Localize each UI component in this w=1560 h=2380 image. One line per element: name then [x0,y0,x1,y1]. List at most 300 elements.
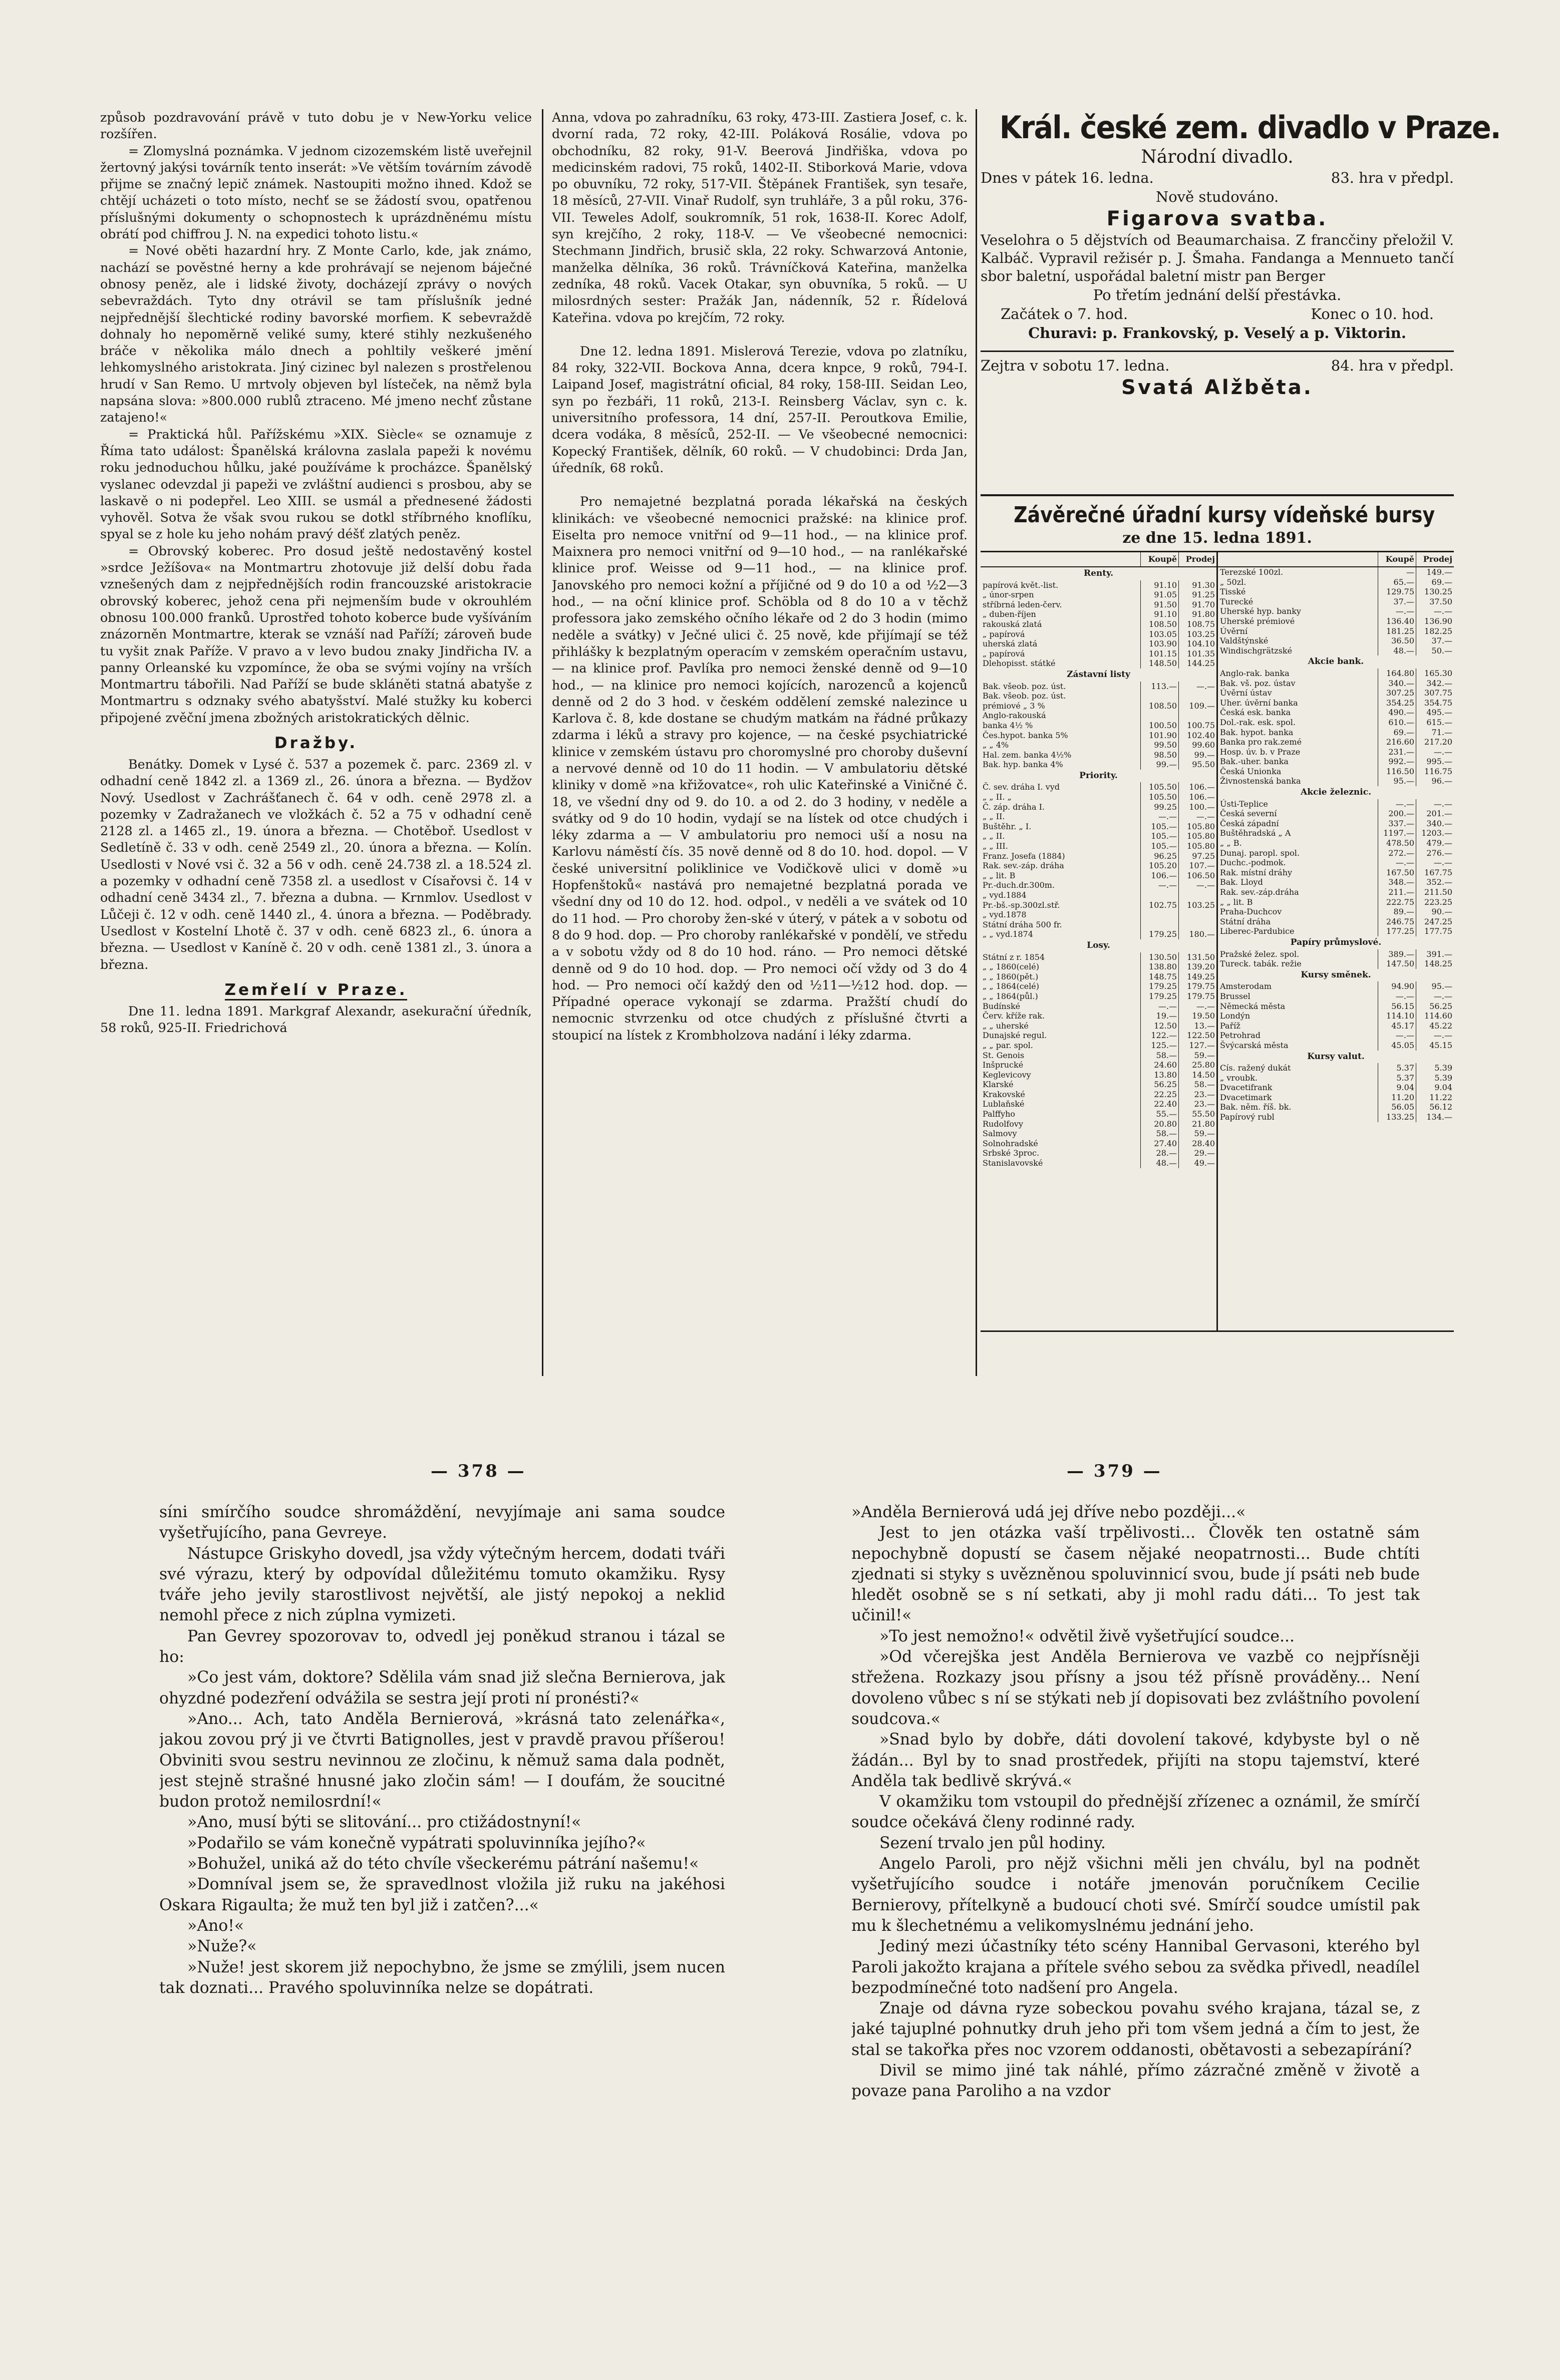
security-name: Tisské [1220,587,1246,597]
page-number-left: — 378 — [431,1461,526,1481]
buy-price: 100.50 [1140,721,1178,731]
table-section-heading: Kursy valut. [1307,1051,1365,1062]
sell-price: —.— [1416,606,1454,616]
security-name: Anglo-rak. banka [1220,668,1290,678]
security-name: Buštěhradská „ A [1220,828,1291,838]
sell-price: 354.75 [1416,698,1454,708]
sell-price: 91.25 [1178,590,1216,600]
table-row [1218,1001,1454,1011]
table-header: Koupě Prodej [981,552,1216,567]
table-row [1218,1031,1454,1041]
buy-price: 103.90 [1140,639,1178,649]
intermission-note: Po třetím jednání delší přestávka. [1093,286,1342,303]
sell-price: 167.75 [1416,868,1454,878]
buy-price: 246.75 [1378,917,1416,927]
table-row [981,1148,1216,1158]
sell-price: 391.— [1416,949,1454,959]
buy-price: 148.75 [1140,972,1178,982]
sell-price: 45.15 [1416,1041,1454,1051]
sell-price: 19.50 [1178,1011,1216,1021]
sell-price: 90.— [1416,907,1454,917]
sell-price: —.— [1178,880,1216,890]
buy-price: 22.40 [1140,1099,1178,1109]
buy-price: 200.— [1378,809,1416,819]
sell-price: 95.50 [1178,760,1216,770]
buy-price: 102.75 [1140,900,1178,910]
bourse-header [981,502,1454,548]
table-row [1218,668,1454,678]
buy-price [1140,910,1178,920]
security-name: Lublaňské [983,1099,1025,1109]
buy-price: 108.50 [1140,619,1178,629]
sell-price: 100.75 [1178,721,1216,731]
buy-price: 56.05 [1378,1102,1416,1112]
table-row [981,1158,1216,1168]
buy-price: 389.— [1378,949,1416,959]
sell-price: 5.39 [1416,1073,1454,1083]
table-row [981,851,1216,861]
buy-price: 106.— [1140,871,1178,881]
security-name: Červ. kříže rak. [983,1011,1045,1021]
table-row [981,991,1216,1001]
buy-price: 99.50 [1140,740,1178,750]
novel-paragraph: Znaje od dávna ryze sobeckou povahu svého krajana, tázal se, z jaké tajuplné pohnutky druh jeho při tom všem jedná a čím to jest, že stal se takořka přes noc vzorem oddanosti, obětavosti a sebezapírání? [851,1999,1420,2059]
buy-price: 89.— [1378,907,1416,917]
table-row [981,1011,1216,1021]
sell-price: 9.04 [1416,1083,1454,1093]
sell-price: 104.10 [1178,639,1216,649]
buy-price: 20.80 [1140,1119,1178,1129]
page-number-right: — 379 — [1067,1461,1162,1481]
security-name: „ vroubk. [1220,1073,1258,1083]
table-row [1218,1011,1454,1021]
sell-price: 91.30 [1178,580,1216,590]
buy-price: 1197.— [1378,828,1416,838]
security-name: Hal. zem. banka 4½% [983,750,1072,760]
security-name: „ únor-srpen [983,590,1034,600]
free-medical-advice: Pro nemajetné bezplatná porada lékařská na českých klinikách: ve všeobecné nemocnici pražské: na klinice prof. Eiselta pro nemoce vnitřní od 9—11 hod., — na klinice prof. Maixnera pro nemoci vnitřní od 9—10 hod., — na ranlékařské klinice prof. Weisse od 9—11 hod., — na klinice prof. Janovského pro nemoci kožní a příjičné od 9 do 10 a od ½2—3 hod., — na oční klinice prof. Schöbla od 8 do 10 a v těchž professora jako zemského očního lékaře od 2 do 3 hodin (mimo neděle a svátky) v Ječné ulici č. 25 nově, kde přijímají se též přihlášky k bezplatným operacím v zemském operačním ustavu, — na klinice prof. Pavlíka pro nemoci ženské denně od 9—10 hod., — na klinice pro nemoci kojících, narozenců a kojenců denně od 2 do 3 hod. v českém oddělení zemské nalezince u Karlova č. 8, kde dostane se chudým matkám na řádné průkazy zdarma i léků a stravy pro kojence, — na české psychiatrické klinice v zemském ústavu pro choromyslné pro choroby duševní a nervové denně od 10 do 11 hodin. — V ambulatoriu dětské kliniky v domě »na křižovatce«, roh ulic Kateřinské a Viničné č. 18, ve všední dny od 9. do 10. a od 2. do 3 hodiny, v neděle a svátky od 9 do 10 hodin, vydají se na lístek od otce chudých i léky zdarma a — V ambulatoriu pro nemoci uší a nosu na Karlovu náměstí čís. 35 nově denně od 8 do 10. hod. dopol. — V české universitní poliklinice ve Vodičkově ulici v domě »u Hopfenštoků« nastává pro nemajetné bezplatná porada ve všední dny od 10 do 12. hod. odpol., v neděli a ve svátek od 10 do 11 hod. — Pro choroby žen-ské v úterý, v pátek a v sobotu od 8 do 9 hod. dop. — Pro choroby ranlékařské v pondělí, ve středu a v sobotu vždy od 8 do 10 hod. ráno. — Pro nemoci dětské denně od 9 do 10 hod. dop. — Pro nemoci očí vždy od 3 do 4 hod. — Pro nemoci očí každý den od ½11—½12 hod. dop. — Případné operace vykonají se zdarma. Pražští chudí do nemocnic stvrzenku od otce chudých z příslušné čtvrti a stoupicí na lístek z Krombholzova nadání i léky zdarma. [552,494,968,1043]
buy-price: 91.05 [1140,590,1178,600]
security-name: „ „ B. [1220,838,1242,848]
security-name: Švýcarská města [1220,1040,1289,1050]
buy-price: —.— [1140,812,1178,822]
security-name: Uher. úvěrní banka [1220,698,1298,708]
sell-price: 13.— [1178,1021,1216,1031]
security-name: Praha-Duchcov [1220,907,1282,917]
table-row [981,701,1216,711]
table-row [981,929,1216,939]
sell-price: —.— [1416,858,1454,868]
buy-price: 37.— [1378,597,1416,607]
bourse-date: ze dne 15. ledna 1891. [1122,529,1312,547]
buy-price: 354.25 [1378,698,1416,708]
sell-price: 177.75 [1416,926,1454,936]
table-row [1218,848,1454,858]
buy-price: 167.50 [1378,868,1416,878]
column-divider [542,109,543,1376]
novel-paragraph: »Ano... Ach, tato Anděla Bernierová, »krásná tato zelenářka«, jakou zovou prý ji ve čtvrti Batignolles, jest v pravdě pravou příšerou! Obviniti svou sestru nevinnou ze zločinu, k němuž sama dala podnět, jest stejně strašné hnusné jako zločin sám! — I doufám, že soucitné budon protož nemilosrdní!« [159,1710,725,1811]
sell-price: 14.50 [1178,1070,1216,1080]
novel-paragraph: »Nuže?« [187,1937,257,1956]
security-name: Hosp. úv. b. v Praze [1220,747,1301,757]
buy-price: 478.50 [1378,838,1416,848]
buy-price: 101.90 [1140,731,1178,741]
security-name: Č. záp. dráha I. [983,802,1045,812]
buy-price: 98.50 [1140,750,1178,760]
buy-price [1140,691,1178,701]
novel-paragraph: »Snad bylo by dobře, dáti dovolení takové, kdybyste byl o ně žádán... Byl by to snad prostředek, přijíti na stopu tajemství, které Anděla tak bedlivě skrývá.« [851,1731,1420,1790]
sell-price: 101.35 [1178,649,1216,659]
novel-paragraph: »Ano, musí býti se slitování... pro ctižádostnyní!« [187,1813,581,1832]
table-row [1218,688,1454,698]
buy-price [1140,890,1178,900]
table-row [981,1031,1216,1041]
table-row [1218,737,1454,747]
sell-price: 91.80 [1178,609,1216,619]
buy-price: 58.— [1140,1129,1178,1139]
buy-price: 105.— [1140,841,1178,851]
sick-list: Churavi: p. Frankovský, p. Veselý a p. Viktorin. [1028,324,1406,342]
security-name: Duchc.-podmok. [1220,858,1286,868]
article-prakticka-hul: = Praktická hůl. Pařížskému »XIX. Siècle« se oznamuje z Říma tato událost: Španělská královna zaslala papeži k novému roku jednoduchou hůlku, jaké používáme k procházce. Španělský vyslanec odevzdal ji papeži ve zvláštní audienci s prosbou, aby se laskavě o ni podepřel. Leo XIII. se usmál a přednesené žádosti vyhověl. Sotva že však svou rukou se dotkl stříbrného knoflíku, spyal se z hole ku jeho nohám pravý déšť zlatých peněz. [100,426,532,542]
table-section-heading: Papíry průmyslové. [1290,937,1382,947]
table-row [1218,1063,1454,1073]
security-name: Budínské [983,1001,1021,1011]
table-section-heading: Zástavní listy [1067,669,1130,679]
security-name: Bak. všeob. poz. úst. [983,691,1066,701]
security-name: „ „ 1864(celé) [983,981,1039,991]
buy-price: —.— [1140,1001,1178,1011]
novel-paragraph: »Podařilo se vám konečně vypátrati spoluvinníka jejího?« [187,1834,646,1852]
security-name: Petrohrad [1220,1031,1261,1041]
buy-price: 36.50 [1378,636,1416,646]
buy-price: 105.50 [1140,792,1178,802]
buy-price: 5.37 [1378,1063,1416,1073]
security-name: Bak. hypot. banka [1220,727,1294,737]
table-row [981,1051,1216,1061]
sell-price: —.— [1416,799,1454,809]
buy-price: —.— [1378,799,1416,809]
sell-price: 96.— [1416,776,1454,786]
security-name: Bak. všeob. poz. úst. [983,681,1066,691]
sell-price: 5.39 [1416,1063,1454,1073]
sell-price: 23.— [1178,1099,1216,1109]
table-row [981,580,1216,590]
sell-price: 102.40 [1178,731,1216,741]
sell-price: 56.25 [1416,1001,1454,1011]
security-name: Uherské hyp. banky [1220,606,1301,616]
table-row [1218,1112,1454,1122]
table-row [981,639,1216,649]
table-row [981,682,1216,692]
novel-paragraph: síni smírčího soudce shromáždění, nevyjímaje ani sama soudce vyšetřujícího, pana Gevreye. [159,1503,725,1542]
buy-price: 337.— [1378,819,1416,829]
table-row [1218,838,1454,848]
security-name: „ „ III. [983,841,1008,851]
table-row [981,721,1216,731]
buy-price: 610.— [1378,718,1416,728]
table-row [981,1129,1216,1139]
security-name: Terezské 100zl. [1220,567,1284,577]
table-row [981,609,1216,619]
table-row [981,782,1216,792]
buy-price: 12.50 [1140,1021,1178,1031]
table-row [981,1060,1216,1070]
buy-price: 69.— [1378,728,1416,738]
table-row [1218,636,1454,646]
table-row [981,880,1216,890]
end-time: Konec o 10. hod. [1311,305,1434,322]
play-title: Figarova svatba. [1106,207,1328,230]
sell-price: 247.25 [1416,917,1454,927]
security-name: Úvěrní ústav [1220,688,1272,698]
buy-price: — [1378,567,1416,577]
security-name: Londýn [1220,1011,1251,1021]
security-name: uherská zlatá [983,639,1038,649]
buy-price: 179.25 [1140,929,1178,939]
table-row [1218,678,1454,689]
security-name: Amsterodam [1220,981,1272,991]
sell-price: 95.— [1416,981,1454,991]
table-row [981,691,1216,701]
performance-note: Nově studováno. [1155,188,1279,205]
sell-price: 50.— [1416,646,1454,656]
sell-price: 136.90 [1416,616,1454,626]
buy-price: 105.— [1140,831,1178,841]
buy-price: 130.50 [1140,952,1178,962]
table-row [1218,1102,1454,1112]
security-name: „ „ lit. B [1220,897,1253,907]
buy-price: 179.25 [1140,991,1178,1001]
table-row [1218,698,1454,708]
buy-price: 125.— [1140,1041,1178,1051]
sell-price: —.— [1178,682,1216,692]
sell-price: 71.— [1416,728,1454,738]
buy-price: 222.75 [1378,897,1416,907]
security-name: Turecké [1220,596,1254,606]
sell-price: 149.25 [1178,972,1216,982]
security-name: Valdštýnské [1220,636,1269,646]
table-row [1218,828,1454,838]
table-row [1218,708,1454,718]
buy-price: 272.— [1378,848,1416,858]
security-name: „ „ 1860(celé) [983,962,1039,972]
sell-price: 97.25 [1178,851,1216,861]
security-name: „ „ 4% [983,740,1009,750]
security-name: Liberec-Pardubice [1220,926,1295,936]
buy-price: 113.— [1140,682,1178,692]
buy-price: 94.90 [1378,981,1416,991]
table-row [981,1109,1216,1119]
table-row [981,600,1216,610]
article-nove-obeti: = Nové oběti hazardní hry. Z Monte Carlo, kde, jak známo, nachází se pověstné herny a kde prohrávají se nejenom báječné obnosy peněz, ale i lidské životy, docházejí zprávy o nových sebevraždách. Tyto dny otrávil se tam příslušník jedné nejpřednější šlechtické rodiny bavorské morfiem. K sebevraždě dohnaly ho nepoměrně veliké sumy, které stihly nezkušeného bráče v několika málo dnech a pohltily veškeré jmění lehkomyslného aristokrata. Jiný cizinec byl nalezen s prostřelenou hrudí v San Remo. U mrtvoly objeven byl lísteček, na němž byla napsána slova: »800.000 rublů ztraceno. Mé jmeno nechť zůstane zatajeno!« [100,243,532,425]
buy-price: 11.20 [1378,1093,1416,1103]
security-name: Banka pro rak.zemé [1220,737,1302,747]
security-name: Bak. hyp. banka 4% [983,760,1063,770]
security-name: Česká severní [1220,809,1277,819]
security-name: Rak. místní dráhy [1220,867,1293,877]
buy-price: 179.25 [1140,981,1178,991]
table-section-heading: Akcie bank. [1308,656,1364,667]
security-name: „ „ II. „ [983,792,1012,802]
table-section-heading: Renty. [1083,568,1113,578]
table-section-heading: Akcie železnic. [1301,787,1371,798]
sell-price: 25.80 [1178,1060,1216,1070]
sell-price: 103.25 [1178,900,1216,910]
buy-price: 45.17 [1378,1021,1416,1031]
security-name: Ústi-Teplice [1220,799,1268,809]
novel-paragraph: Sezení trvalo jen půl hodiny. [879,1834,1106,1852]
bourse-table [981,551,1454,1332]
security-name: Dunajské regul. [983,1031,1047,1041]
buy-price: 56.15 [1378,1001,1416,1011]
buy-price: 105.50 [1140,782,1178,792]
security-name: papírová květ.-list. [983,580,1059,590]
table-row [981,822,1216,832]
table-row [1218,1021,1454,1031]
sell-price: 59.— [1178,1129,1216,1139]
security-name: Rak. sev.-záp.dráha [1220,887,1299,897]
security-name: Brussel [1220,991,1251,1001]
bourse-title: Závěrečné úřadní kursy vídeňské bursy [1014,502,1435,528]
security-name: Klarské [983,1080,1014,1090]
table-row [981,841,1216,851]
security-name: Inšprucké [983,1060,1024,1070]
article-zlomyslna-poznamka: = Zlomyslná poznámka. V jednom cizozemském listě uveřejnil žertovný jakýsi továrník tento inserát: »Ve větším továrním závodě přijme se značný lepič známek. Nastoupiti možno ihned. Kdož se chtějí ucházeti o toto místo, nechť se se žádostí svou, opatřenou příslušnými dokumenty o schopnostech k uprázdněnému místu obrátí pod chiffrou J. N. na expedici tohoto listu.« [100,143,532,242]
novel-paragraph: Jediný mezi účastníky této scény Hannibal Gervasoni, kterého byl Paroli jakožto krajana a přítele svého sebou za svědka přivedl, neadílel bezpodmínečné toto nadšení pro Angela. [851,1937,1420,1997]
security-name: Státní z r. 1854 [983,952,1045,962]
novel-page-379 [851,1502,1420,2353]
theatre-title: Král. české zem. divadlo v Praze. [999,109,1500,146]
security-name: „ „ II. [983,812,1005,822]
table-row [981,871,1216,881]
buy-price: 138.80 [1140,962,1178,972]
table-row [981,1099,1216,1109]
theatre-announcement [981,109,1500,400]
novel-paragraph: »Co jest vám, doktore? Sdělila vám snad již slečna Bernierova, jak ohyzdné podezření odvážila se sestra její proti ní pronésti?« [159,1668,725,1708]
security-name: Česká Unionka [1220,766,1282,776]
sell-price: 130.25 [1416,587,1454,597]
buy-price: 147.50 [1378,959,1416,969]
table-row [981,1001,1216,1011]
sell-price: 21.80 [1178,1119,1216,1129]
sell-price: 201.— [1416,809,1454,819]
security-name: Papírový rubl [1220,1112,1275,1122]
security-name: Windischgrätzské [1220,645,1293,655]
sell-price: 276.— [1416,848,1454,858]
performance-date: Dnes v pátek 16. ledna. [981,169,1154,186]
sell-price: 127.— [1178,1041,1216,1051]
sell-price: 995.— [1416,757,1454,767]
buy-price: 211.— [1378,887,1416,897]
buy-price: 177.25 [1378,926,1416,936]
buy-price: 105.20 [1140,861,1178,871]
sell-price [1178,920,1216,930]
sell-price: 49.— [1178,1158,1216,1168]
table-row [981,658,1216,668]
table-row [1218,858,1454,868]
security-name: stříbrná leden-červ. [983,599,1062,609]
table-row [981,962,1216,972]
sell-price: 69.— [1416,577,1454,587]
sell-price: 148.25 [1416,959,1454,969]
buy-price: 114.10 [1378,1011,1416,1021]
table-row [1218,819,1454,829]
security-name: Dol.-rak. esk. spol. [1220,717,1296,727]
buy-price: 307.25 [1378,688,1416,698]
deaths-12-january: Dne 12. ledna 1891. Mislerová Terezie, vdova po zlatníku, 84 roky, 322-VII. Bockova Anna, dcera knpce, 9 roků, 794-I. Laipand Josef, magistrátní oficial, 84 roky, 158-III. Seidan Leo, syn po řezbáři, 11 roků, 213-I. Reinsberg Václav, syn c. k. universitního professora, 14 dní, 257-II. Peroutkova Emilie, dcera vodáka, 8 měsíců, 252-II. — Ve všeobecné nemocnici: Kopecký František, dělník, 60 roků. — V chudobinci: Drda Jan, úředník, 68 roků. [552,343,968,475]
buy-price: 181.25 [1378,626,1416,636]
article-obrovsky-koberec: = Obrovský koberec. Pro dosud ještě nedostavěný kostel »srdce Ježíšova« na Montmartru zhotovuje již delší dobu řada vznešených dam z nejpřednějších rodin francouzské aristokracie obrovský koberec, jehož cena při nejmenším bude v okrouhlém obnosu 100.000 franků. Uprostřed tohoto koberce bude vyšíváním znázorněn Montmartre, kterak se vznáší nad Paříží; zároveň bude tu vyšit znak Paříže. V pravo a v levo budou znaky Jindřicha IV. a panny Orleanské ku vzpomínce, že oba se svými vojíny na vrších Montmartru tábořili. Nad Paříží se bude skláněti statná abatyše z Montmartru s odznaky svého abatyšství. Malé stužky ku koberci připojené zvěční jmena zbožných aristokratických dělnic. [100,543,532,725]
sell-price: 103.25 [1178,629,1216,639]
column-1 [100,109,532,1371]
security-name: St. Genois [983,1050,1025,1060]
sell-price [1178,711,1216,721]
buy-price: 129.75 [1378,587,1416,597]
play-description: Veselohra o 5 dějstvích od Beaumarchaisa. Z francčiny přeložil V. Kalbáč. Vypravil režisér p. J. Šmaha. Fandanga a Mennueto tančí sbor baletní, uspořádal baletní mistr pan Berger [981,232,1454,284]
table-row [981,731,1216,741]
table-row [981,711,1216,721]
theatre-subtitle: Národní divadlo. [1141,147,1294,167]
buy-price: 13.80 [1140,1070,1178,1080]
security-name: Živnostenská banka [1220,776,1301,786]
security-name: „ vyd.1884 [983,890,1027,900]
security-name: Bak. Lloyd [1220,877,1263,887]
table-row [1218,728,1454,738]
table-row [1218,887,1454,897]
table-row [1218,747,1454,757]
buy-price: 122.— [1140,1031,1178,1041]
security-name: Čes.hypot. banka 5% [983,730,1068,740]
sell-price: 352.— [1416,877,1454,887]
security-name: Keglevicovy [983,1070,1031,1080]
buy-price: —.— [1378,1031,1416,1041]
auction-listing: Benátky. Domek v Lysé č. 537 a pozemek č. parc. 2369 zl. v odhadní ceně 1842 zl. a 1369 zl., 26. února a března. — Bydžov Nový. Usedlost v Zachrášťanech č. 64 v odh. ceně 2978 zl. a pozemky v Zadražanech ve vložkách č. 52 a 75 v odhadní ceně 2128 zl. a 1465 zl., 19. února a března. — Chotěboř. Usedlost v Sedletíně č. 33 v odh. ceně 2549 zl., 20. února a března. — Kolín. Usedlosti v Nové vsi č. 32 a 56 v odh. ceně 24.738 zl. a 18.524 zl. a pozemky v odhadní ceně 7358 zl. a usedlost v Císařovsi č. 14 v odhadní ceně 3434 zl., 7. března a dubna. — Krnmlov. Usedlost v Lůčeji č. 12 v odh. ceně 1440 zl., 4. února a března. — Poděbrady. Usedlost v Kostelní Lhotě č. 37 v odh. ceně 6823 zl., 6. února a března. — Usedlost v Kaníně č. 20 v odh. ceně 1381 zl., 3. února a března. [100,756,532,972]
heading-zemreli: Zemřelí v Praze. [100,980,532,1000]
table-row [981,890,1216,900]
tomorrow-play-title: Svatá Alžběta. [1121,376,1313,399]
buy-price: 136.40 [1378,616,1416,626]
buy-price: 340.— [1378,678,1416,689]
table-row [1218,597,1454,607]
table-row [1218,959,1454,969]
security-name: Pr.-duch.dr.300m. [983,880,1055,890]
security-name: „ papírová [983,648,1025,658]
buy-price: 164.80 [1378,668,1416,678]
sell-price: —.— [1416,991,1454,1001]
sell-price: 179.75 [1178,981,1216,991]
buy-price: 99.25 [1140,802,1178,812]
sell-price [1178,890,1216,900]
sell-price: 179.75 [1178,991,1216,1001]
buy-price: 992.— [1378,757,1416,767]
security-name: „ „ 1864(půl.) [983,991,1038,1001]
buy-price: 27.40 [1140,1139,1178,1149]
buy-price: 91.10 [1140,580,1178,590]
sell-price: 91.70 [1178,600,1216,610]
buy-price: 231.— [1378,747,1416,757]
novel-paragraph: Pan Gevrey spozorovav to, odvedl jej poněkud stranou i tázal se ho: [159,1627,725,1666]
buy-price: 103.05 [1140,629,1178,639]
security-name: Státní dráha 500 fr. [983,919,1062,929]
buy-price: 91.10 [1140,609,1178,619]
sell-price: 342.— [1416,678,1454,689]
table-row [981,812,1216,822]
sell-price [1178,691,1216,701]
security-name: Solnohradské [983,1138,1038,1148]
buy-price: —.— [1378,858,1416,868]
security-name: „ papírová [983,629,1025,639]
